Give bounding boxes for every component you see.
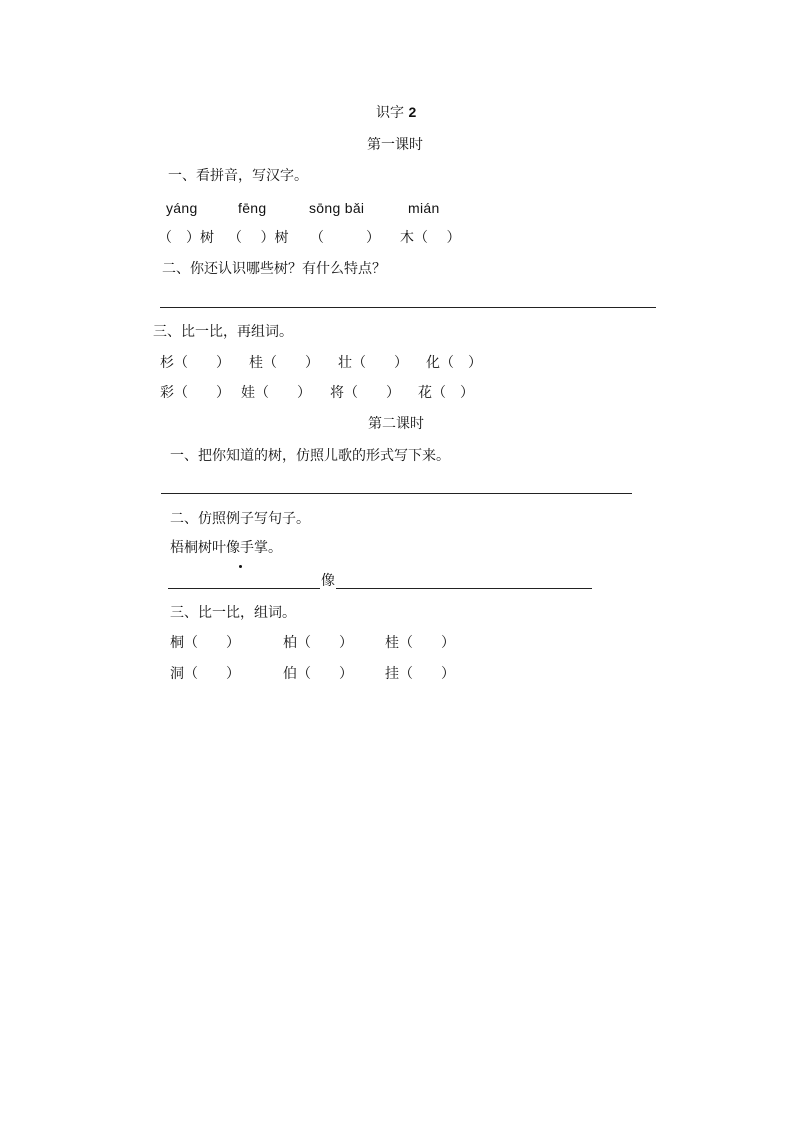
compare-zhuang[interactable]: 壮（ ） [338, 355, 408, 371]
compare-gui[interactable]: 桂（ ） [249, 355, 319, 371]
title-number: 2 [408, 104, 417, 120]
example-sentence: 梧桐树叶像手掌。 [170, 540, 282, 556]
page-title [376, 103, 416, 122]
pinyin-4: mián [408, 200, 440, 216]
blank-yang-shu[interactable]: （ ）树 [158, 230, 214, 246]
lesson2-heading: 第二课时 [368, 416, 424, 432]
answer-line-trees[interactable] [160, 307, 656, 308]
compare-shan[interactable]: 杉（ ） [160, 355, 230, 371]
connector-xiang: 像 [321, 573, 335, 589]
pinyin-2: fēng [238, 200, 267, 216]
compare-hua[interactable]: 化（ ） [426, 355, 482, 371]
lesson2-q2-prompt: 二、仿照例子写句子。 [170, 511, 310, 527]
lesson1-q3-prompt: 三、比一比，再组词。 [153, 324, 293, 340]
answer-line-subject[interactable] [168, 588, 320, 589]
lesson2-q1-prompt: 一、把你知道的树，仿照儿歌的形式写下来。 [170, 448, 450, 464]
word-dong[interactable]: 洞（ ） [170, 666, 240, 682]
compare-cai[interactable]: 彩（ ） [160, 385, 230, 401]
answer-line-object[interactable] [336, 588, 592, 589]
answer-line-poem[interactable] [161, 493, 632, 494]
lesson1-q2-prompt: 二、你还认识哪些树？有什么特点？ [162, 261, 386, 277]
lesson1-heading: 第一课时 [367, 137, 423, 153]
word-bai[interactable]: 柏（ ） [283, 635, 353, 651]
blank-mian[interactable]: 木（ ） [400, 230, 461, 246]
title-text: 识字 [376, 105, 404, 121]
lesson1-q1-prompt: 一、看拼音，写汉字。 [168, 168, 308, 184]
word-gui[interactable]: 桂（ ） [385, 635, 455, 651]
pinyin-1: yáng [166, 200, 198, 216]
word-tong[interactable]: 桐（ ） [170, 635, 240, 651]
lesson2-q3-prompt: 三、比一比，组词。 [170, 605, 296, 621]
compare-hua2[interactable]: 花（ ） [418, 385, 474, 401]
word-bo[interactable]: 伯（ ） [283, 666, 353, 682]
compare-wa[interactable]: 娃（ ） [241, 385, 311, 401]
word-gua[interactable]: 挂（ ） [385, 666, 455, 682]
blank-song-bai[interactable]: （ ） [310, 230, 380, 246]
emphasis-dot [239, 565, 242, 568]
pinyin-3: sōng bǎi [309, 200, 365, 216]
compare-jiang[interactable]: 将（ ） [330, 385, 400, 401]
blank-feng-shu[interactable]: （ ）树 [228, 230, 289, 246]
